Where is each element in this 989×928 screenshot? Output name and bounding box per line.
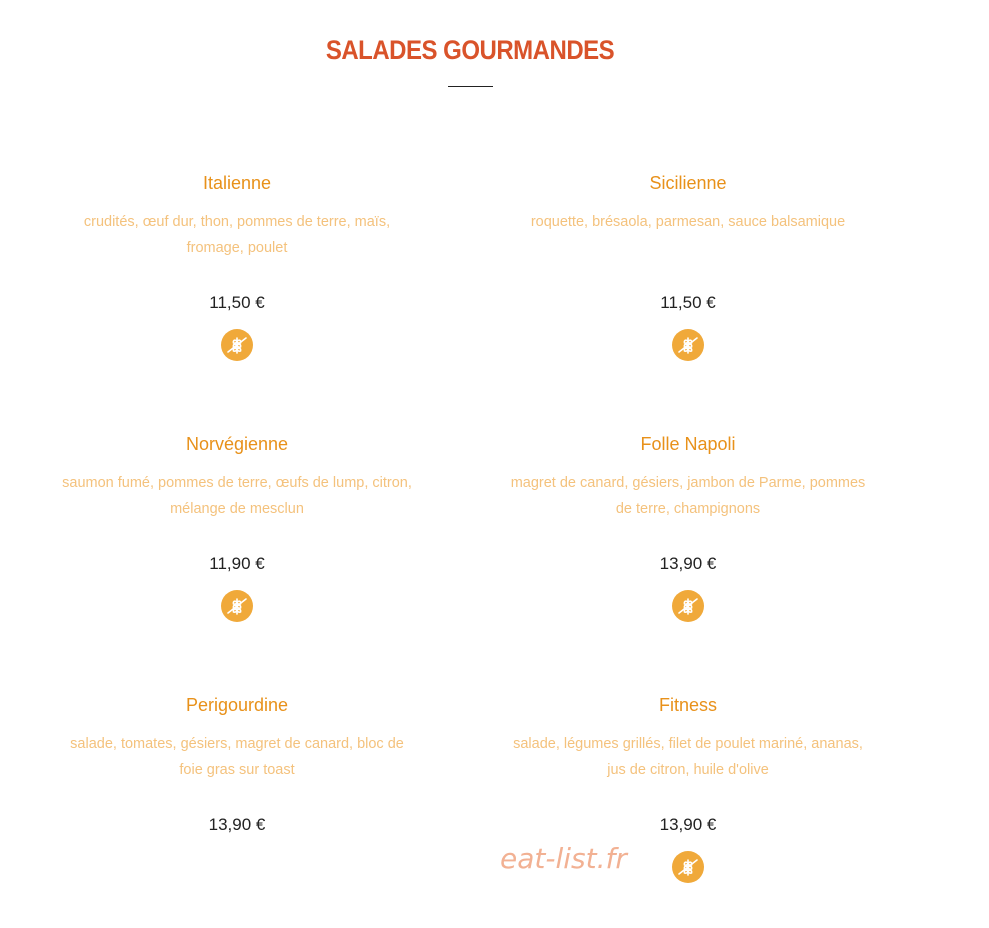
- dish-description: saumon fumé, pommes de terre, œufs de lump, citron, mélange de mesclun: [62, 475, 412, 517]
- dish-price: 11,90 €: [209, 554, 265, 573]
- dish-name: Folle Napoli: [640, 434, 736, 454]
- dish-description: magret de canard, gésiers, jambon de Parme, pommes de terre, champignons: [510, 475, 866, 517]
- dish-name: Sicilienne: [649, 173, 727, 193]
- gluten-free-icon: [221, 590, 253, 622]
- dish-price: 13,90 €: [659, 554, 717, 573]
- title-divider: [448, 86, 493, 87]
- dish-description: roquette, brésaola, parmesan, sauce balsamique: [530, 214, 846, 230]
- watermark: eat-list.fr: [500, 842, 627, 875]
- gluten-free-icon: [672, 590, 704, 622]
- dish-price: 13,90 €: [659, 815, 717, 834]
- dish-price: 11,50 €: [209, 293, 265, 312]
- page-title: SALADES GOURMANDES: [325, 35, 615, 66]
- gluten-free-icon: [672, 329, 704, 361]
- dish-name: Fitness: [658, 695, 718, 715]
- dish-price: 13,90 €: [208, 815, 266, 834]
- gluten-free-icon: [672, 851, 704, 883]
- dish-description: salade, tomates, gésiers, magret de canard, bloc de foie gras sur toast: [70, 736, 404, 778]
- dish-price: 11,50 €: [660, 293, 716, 312]
- gluten-free-icon: [221, 329, 253, 361]
- dish-description: salade, légumes grillés, filet de poulet mariné, ananas, jus de citron, huile d'olive: [513, 736, 863, 778]
- dish-name: Norvégienne: [185, 434, 289, 454]
- dish-name: Italienne: [202, 173, 272, 193]
- dish-description: crudités, œuf dur, thon, pommes de terre, maïs, fromage, poulet: [83, 214, 391, 256]
- dish-name: Perigourdine: [185, 695, 289, 715]
